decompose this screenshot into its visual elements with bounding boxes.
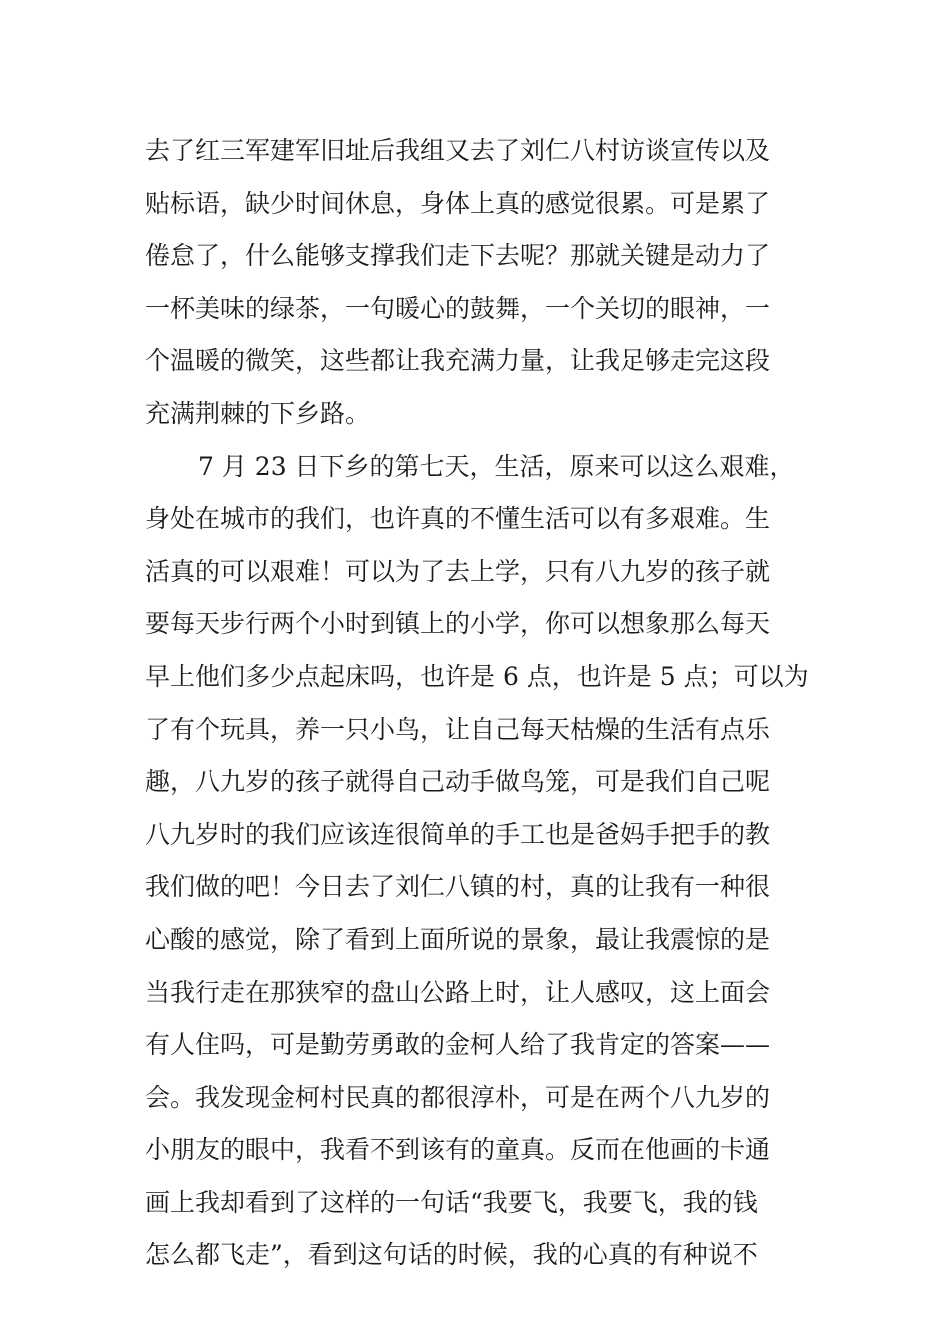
text-line: 了有个玩具，养一只小鸟，让自己每天枯燥的生活有点乐 — [145, 714, 771, 744]
text-line: 7 月 23 日下乡的第七天，生活，原来可以这么艰难， — [198, 451, 795, 481]
text-line: 个温暖的微笑，这些都让我充满力量，让我足够走完这段 — [145, 346, 771, 376]
text-line: 心酸的感觉，除了看到上面所说的景象，最让我震惊的是 — [145, 924, 771, 954]
text-line: 怎么都飞走”，看到这句话的时候，我的心真的有种说不 — [145, 1240, 758, 1270]
text-line: 去了红三军建军旧址后我组又去了刘仁八村访谈宣传以及 — [145, 136, 771, 165]
text-line: 贴标语，缺少时间休息，身体上真的感觉很累。可是累了 — [145, 188, 771, 218]
text-line: 画上我却看到了这样的一句话“我要飞，我要飞，我的钱 — [145, 1187, 758, 1217]
text-line: 八九岁时的我们应该连很简单的手工也是爸妈手把手的教 — [145, 819, 771, 849]
text-line: 当我行走在那狭窄的盘山公路上时，让人感叹，这上面会 — [145, 977, 771, 1007]
text-line: 早上他们多少点起床吗，也许是 6 点，也许是 5 点；可以为 — [145, 661, 809, 691]
text-line: 一杯美味的绿茶，一句暖心的鼓舞，一个关切的眼神，一 — [145, 293, 771, 323]
text-line: 要每天步行两个小时到镇上的小学，你可以想象那么每天 — [145, 609, 771, 639]
text-line: 充满荆棘的下乡路。 — [145, 398, 371, 428]
paragraph — [145, 125, 815, 441]
text-line: 会。我发现金柯村民真的都很淳朴，可是在两个八九岁的 — [145, 1082, 771, 1112]
paragraph — [145, 441, 815, 1283]
text-line: 我们做的吧！今日去了刘仁八镇的村，真的让我有一种很 — [145, 872, 771, 902]
text-line: 有人住吗，可是勤劳勇敢的金柯人给了我肯定的答案—— — [145, 1030, 771, 1060]
text-line: 小朋友的眼中，我看不到该有的童真。反而在他画的卡通 — [145, 1135, 771, 1165]
text-line: 倦怠了，什么能够支撑我们走下去呢？那就关键是动力了 — [145, 241, 771, 271]
text-line: 趣，八九岁的孩子就得自己动手做鸟笼，可是我们自己呢 — [145, 767, 771, 797]
text-line: 活真的可以艰难！可以为了去上学，只有八九岁的孩子就 — [145, 556, 771, 586]
document-body — [145, 125, 815, 1282]
text-line: 身处在城市的我们，也许真的不懂生活可以有多艰难。生 — [145, 504, 771, 534]
